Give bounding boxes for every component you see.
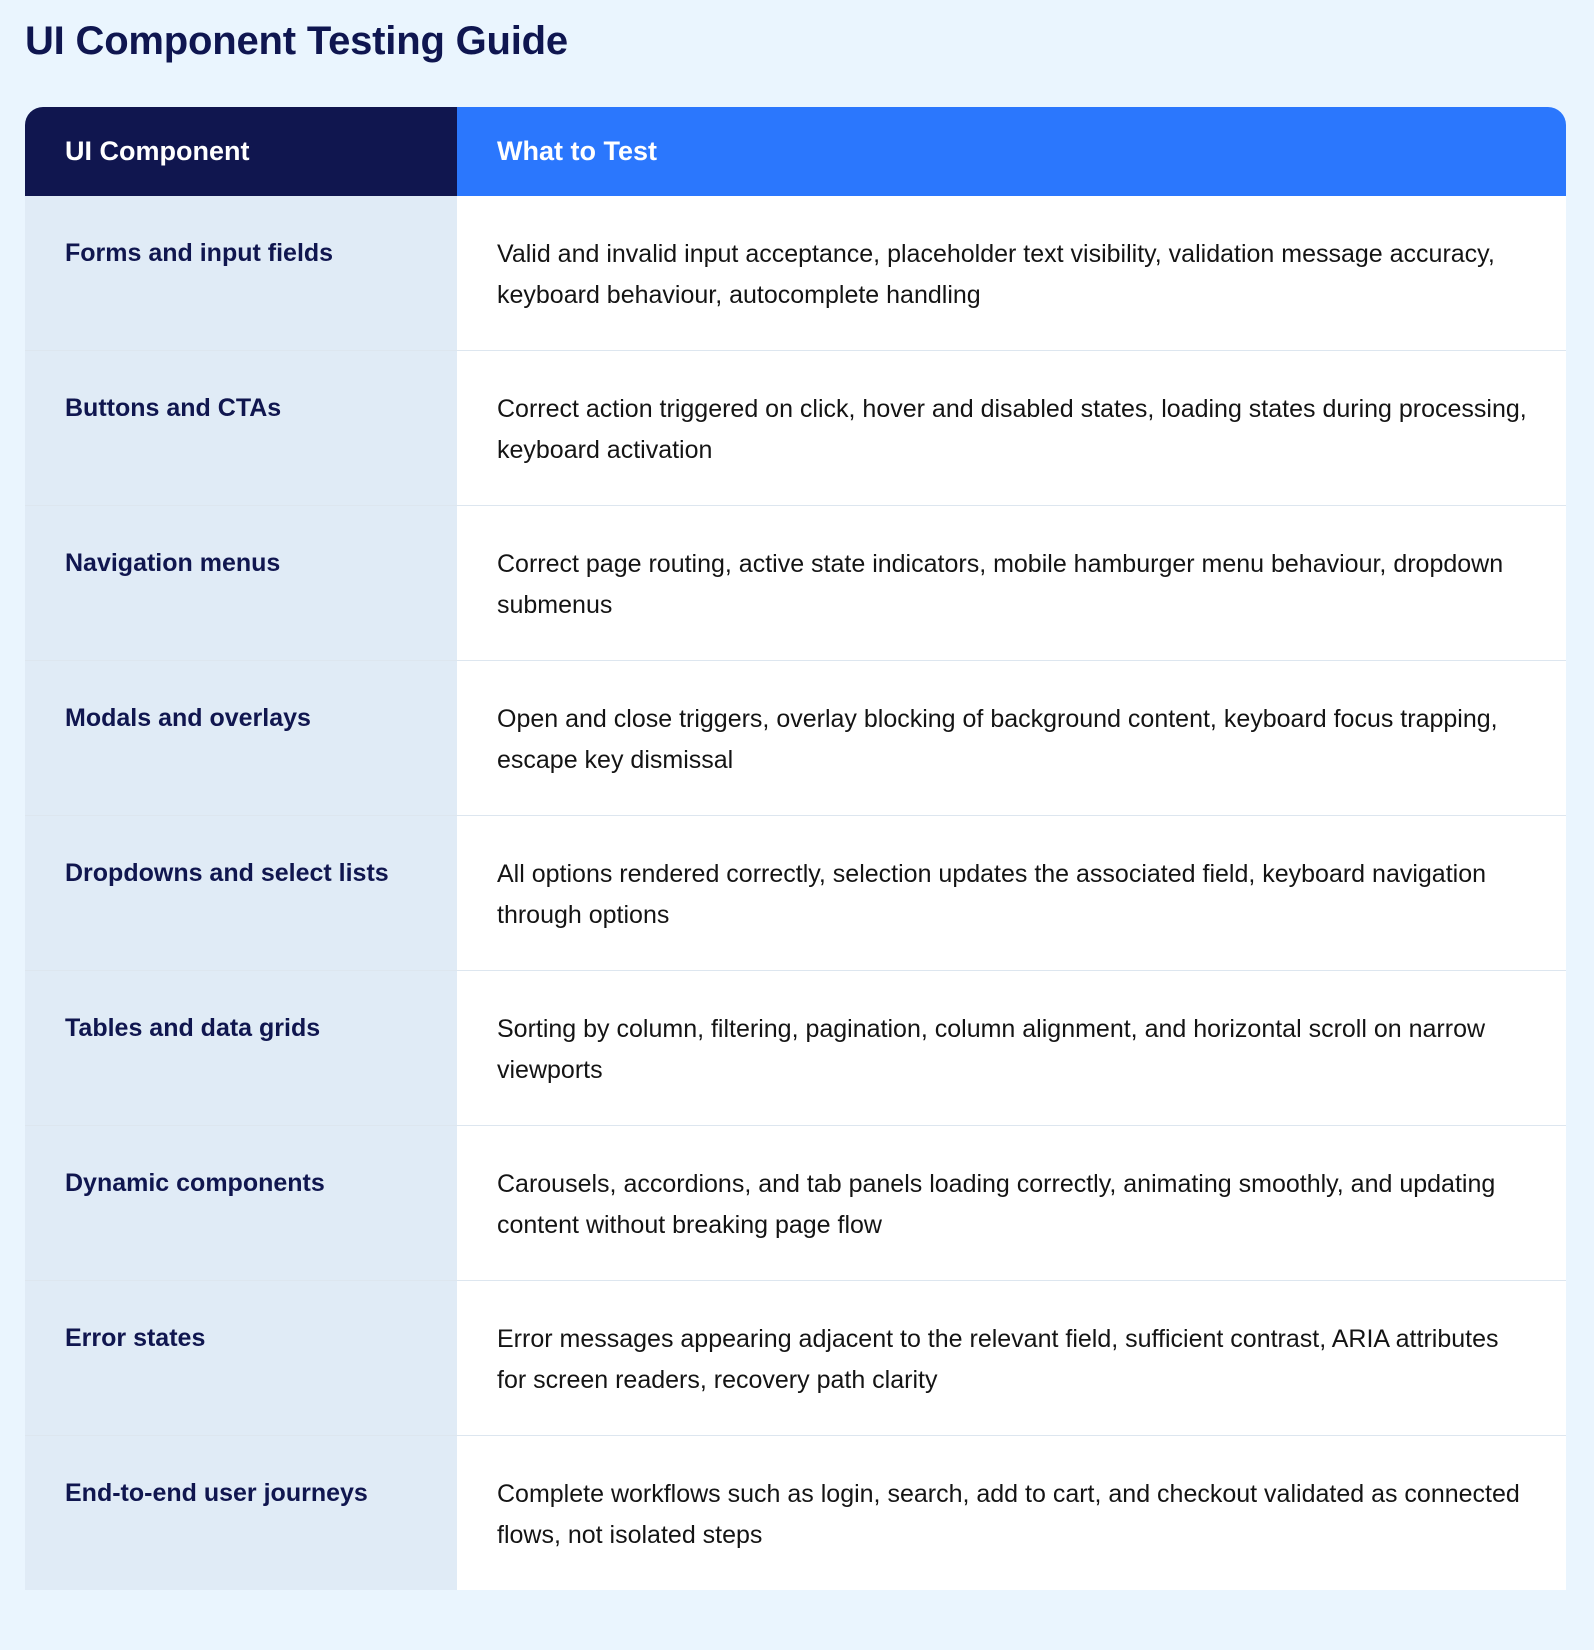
component-cell: Dynamic components [25, 1126, 457, 1280]
component-cell: Forms and input fields [25, 196, 457, 350]
test-description-cell: Correct page routing, active state indicators, mobile hamburger menu behaviour, dropdown submenus [457, 506, 1566, 660]
table-row [25, 1280, 1566, 1435]
component-cell: Modals and overlays [25, 661, 457, 815]
table-row [25, 505, 1566, 660]
component-cell: Dropdowns and select lists [25, 816, 457, 970]
component-cell: End-to-end user journeys [25, 1436, 457, 1590]
table-row [25, 1125, 1566, 1280]
test-description-cell: Open and close triggers, overlay blocking of background content, keyboard focus trapping, escape key dismissal [457, 661, 1566, 815]
page-title: UI Component Testing Guide [25, 19, 568, 63]
table-row [25, 660, 1566, 815]
column-header-what-to-test: What to Test [457, 107, 1566, 196]
table-row [25, 1435, 1566, 1590]
component-cell: Error states [25, 1281, 457, 1435]
table-header-row [25, 107, 1566, 196]
test-description-cell: Correct action triggered on click, hover and disabled states, loading states during processing, keyboard activation [457, 351, 1566, 505]
column-header-ui-component: UI Component [25, 107, 457, 196]
component-cell: Navigation menus [25, 506, 457, 660]
test-description-cell: Carousels, accordions, and tab panels loading correctly, animating smoothly, and updating content without breaking page flow [457, 1126, 1566, 1280]
table-row [25, 970, 1566, 1125]
test-description-cell: Error messages appearing adjacent to the relevant field, sufficient contrast, ARIA attributes for screen readers, recovery path clarity [457, 1281, 1566, 1435]
component-testing-table [25, 107, 1566, 1590]
test-description-cell: Sorting by column, filtering, pagination, column alignment, and horizontal scroll on narrow viewports [457, 971, 1566, 1125]
component-cell: Tables and data grids [25, 971, 457, 1125]
test-description-cell: Complete workflows such as login, search, add to cart, and checkout validated as connected flows, not isolated steps [457, 1436, 1566, 1590]
test-description-cell: Valid and invalid input acceptance, placeholder text visibility, validation message accuracy, keyboard behaviour, autocomplete handling [457, 196, 1566, 350]
test-description-cell: All options rendered correctly, selection updates the associated field, keyboard navigation through options [457, 816, 1566, 970]
table-row [25, 196, 1566, 350]
table-row [25, 815, 1566, 970]
component-cell: Buttons and CTAs [25, 351, 457, 505]
table-row [25, 350, 1566, 505]
